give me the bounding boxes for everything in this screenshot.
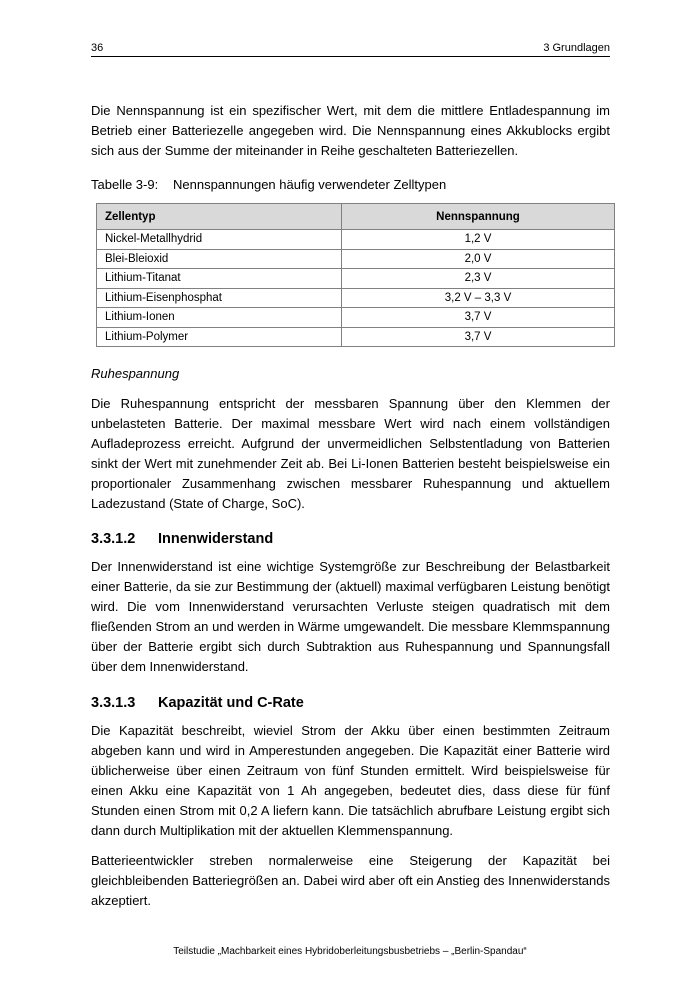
chapter-title: 3 Grundlagen bbox=[543, 42, 610, 54]
ruhespannung-heading: Ruhespannung bbox=[91, 366, 180, 381]
intro-section bbox=[91, 101, 610, 161]
table-row bbox=[97, 308, 615, 328]
cell-zellentyp: Lithium-Eisenphosphat bbox=[97, 288, 342, 308]
ruhespannung-section bbox=[91, 394, 610, 514]
table-row bbox=[97, 288, 615, 308]
table-row bbox=[97, 230, 615, 250]
kapazitaet-paragraph-2: Batterieentwickler streben normalerweise eine Steigerung der Kapazität bei gleichbleibenden Batteriegrößen an. Dabei wird aber oft ein Anstieg des Innenwiderstands akzeptiert. bbox=[91, 853, 610, 908]
table-caption bbox=[91, 176, 446, 194]
section-heading bbox=[91, 694, 610, 712]
cell-zellentyp: Lithium-Ionen bbox=[97, 308, 342, 328]
cell-type-table bbox=[96, 203, 615, 347]
page-footer: Teilstudie „Machbarkeit eines Hybridoberleitungsbusbetriebs – „Berlin-Spandau“ bbox=[173, 946, 527, 957]
cell-zellentyp: Lithium-Polymer bbox=[97, 327, 342, 347]
table-header-row bbox=[97, 204, 615, 230]
section-kapazitaet bbox=[91, 694, 610, 712]
section-number: 3.3.1.2 bbox=[91, 531, 136, 547]
kapazitaet-body-2 bbox=[91, 851, 610, 911]
table-row bbox=[97, 269, 615, 289]
cell-nennspannung: 3,2 V – 3,3 V bbox=[342, 288, 615, 308]
section-innenwiderstand bbox=[91, 530, 610, 548]
page-header bbox=[91, 42, 610, 57]
cell-nennspannung: 1,2 V bbox=[342, 230, 615, 250]
section-title: Innenwiderstand bbox=[158, 531, 274, 547]
cell-nennspannung: 2,3 V bbox=[342, 269, 615, 289]
table-row bbox=[97, 249, 615, 269]
cell-nennspannung: 3,7 V bbox=[342, 327, 615, 347]
section-heading bbox=[91, 530, 610, 548]
kapazitaet-body bbox=[91, 721, 610, 841]
intro-paragraph: Die Nennspannung ist ein spezifischer Wert, mit dem die mittlere Entladespannung im Betrieb einer Batteriezelle angegeben wird. Die Nennspannung eines Akkublocks ergibt sich aus der Summe der miteinander in Reihe geschalteten Batteriezellen. bbox=[91, 103, 610, 158]
kapazitaet-paragraph-1: Die Kapazität beschreibt, wieviel Strom der Akku über einen bestimmten Zeitraum abgeben kann und wird in Amperestunden angegeben. Die Kapazität einer Batterie wird üblicherweise über einen Zeitraum von fünf Stunden ermittelt. Wird beispielsweise für einen Akku eine Kapazität von 1 Ah angegeben, bedeutet dies, dass diese für fünf Stunden einen Strom mit 0,2 A liefern kann. Die tatsächlich abrufbare Leistung ergibt sich dann durch Multiplikation mit der aktuellen Klemmenspannung. bbox=[91, 723, 610, 838]
cell-zellentyp: Lithium-Titanat bbox=[97, 269, 342, 289]
section-number: 3.3.1.3 bbox=[91, 695, 136, 711]
page-number: 36 bbox=[91, 42, 104, 54]
section-title: Kapazität und C-Rate bbox=[158, 695, 304, 711]
table-caption-number: Tabelle 3-9: bbox=[91, 177, 159, 192]
table-caption-text: Nennspannungen häufig verwendeter Zelltypen bbox=[173, 177, 447, 192]
table-row bbox=[97, 327, 615, 347]
cell-nennspannung: 2,0 V bbox=[342, 249, 615, 269]
column-header-nennspannung: Nennspannung bbox=[342, 204, 615, 230]
cell-nennspannung: 3,7 V bbox=[342, 308, 615, 328]
ruhespannung-paragraph: Die Ruhespannung entspricht der messbaren Spannung über den Klemmen der unbelasteten Batterie. Der maximal messbare Wert wird nach einem vollständigen Aufladeprozess erreicht. Aufgrund der unvermeidlichen Selbstentladung von Batterien sinkt der Wert mit zunehmender Zeit ab. Bei Li-Ionen Batterien besteht beispielsweise ein proportionaler Zusammenhang zwischen messbarer Ruhespannung und aktuellem Ladezustand (State of Charge, SoC). bbox=[91, 396, 610, 511]
column-header-zellentyp: Zellentyp bbox=[97, 204, 342, 230]
innenwiderstand-body bbox=[91, 557, 610, 677]
innenwiderstand-paragraph: Der Innenwiderstand ist eine wichtige Systemgröße zur Beschreibung der Belastbarkeit einer Batterie, da sie zur Bestimmung der (aktuell) maximal verfügbaren Leistung benötigt wird. Die vom Innenwiderstand verursachten Verluste steigen quadratisch mit dem fließenden Strom an und werden in Wärme umgewandelt. Die messbare Klemmspannung über der Batterie ergibt sich durch Subtraktion aus Ruhespannung und Spannungsfall über dem Innenwiderstand. bbox=[91, 559, 610, 674]
cell-zellentyp: Blei-Bleioxid bbox=[97, 249, 342, 269]
cell-zellentyp: Nickel-Metallhydrid bbox=[97, 230, 342, 250]
